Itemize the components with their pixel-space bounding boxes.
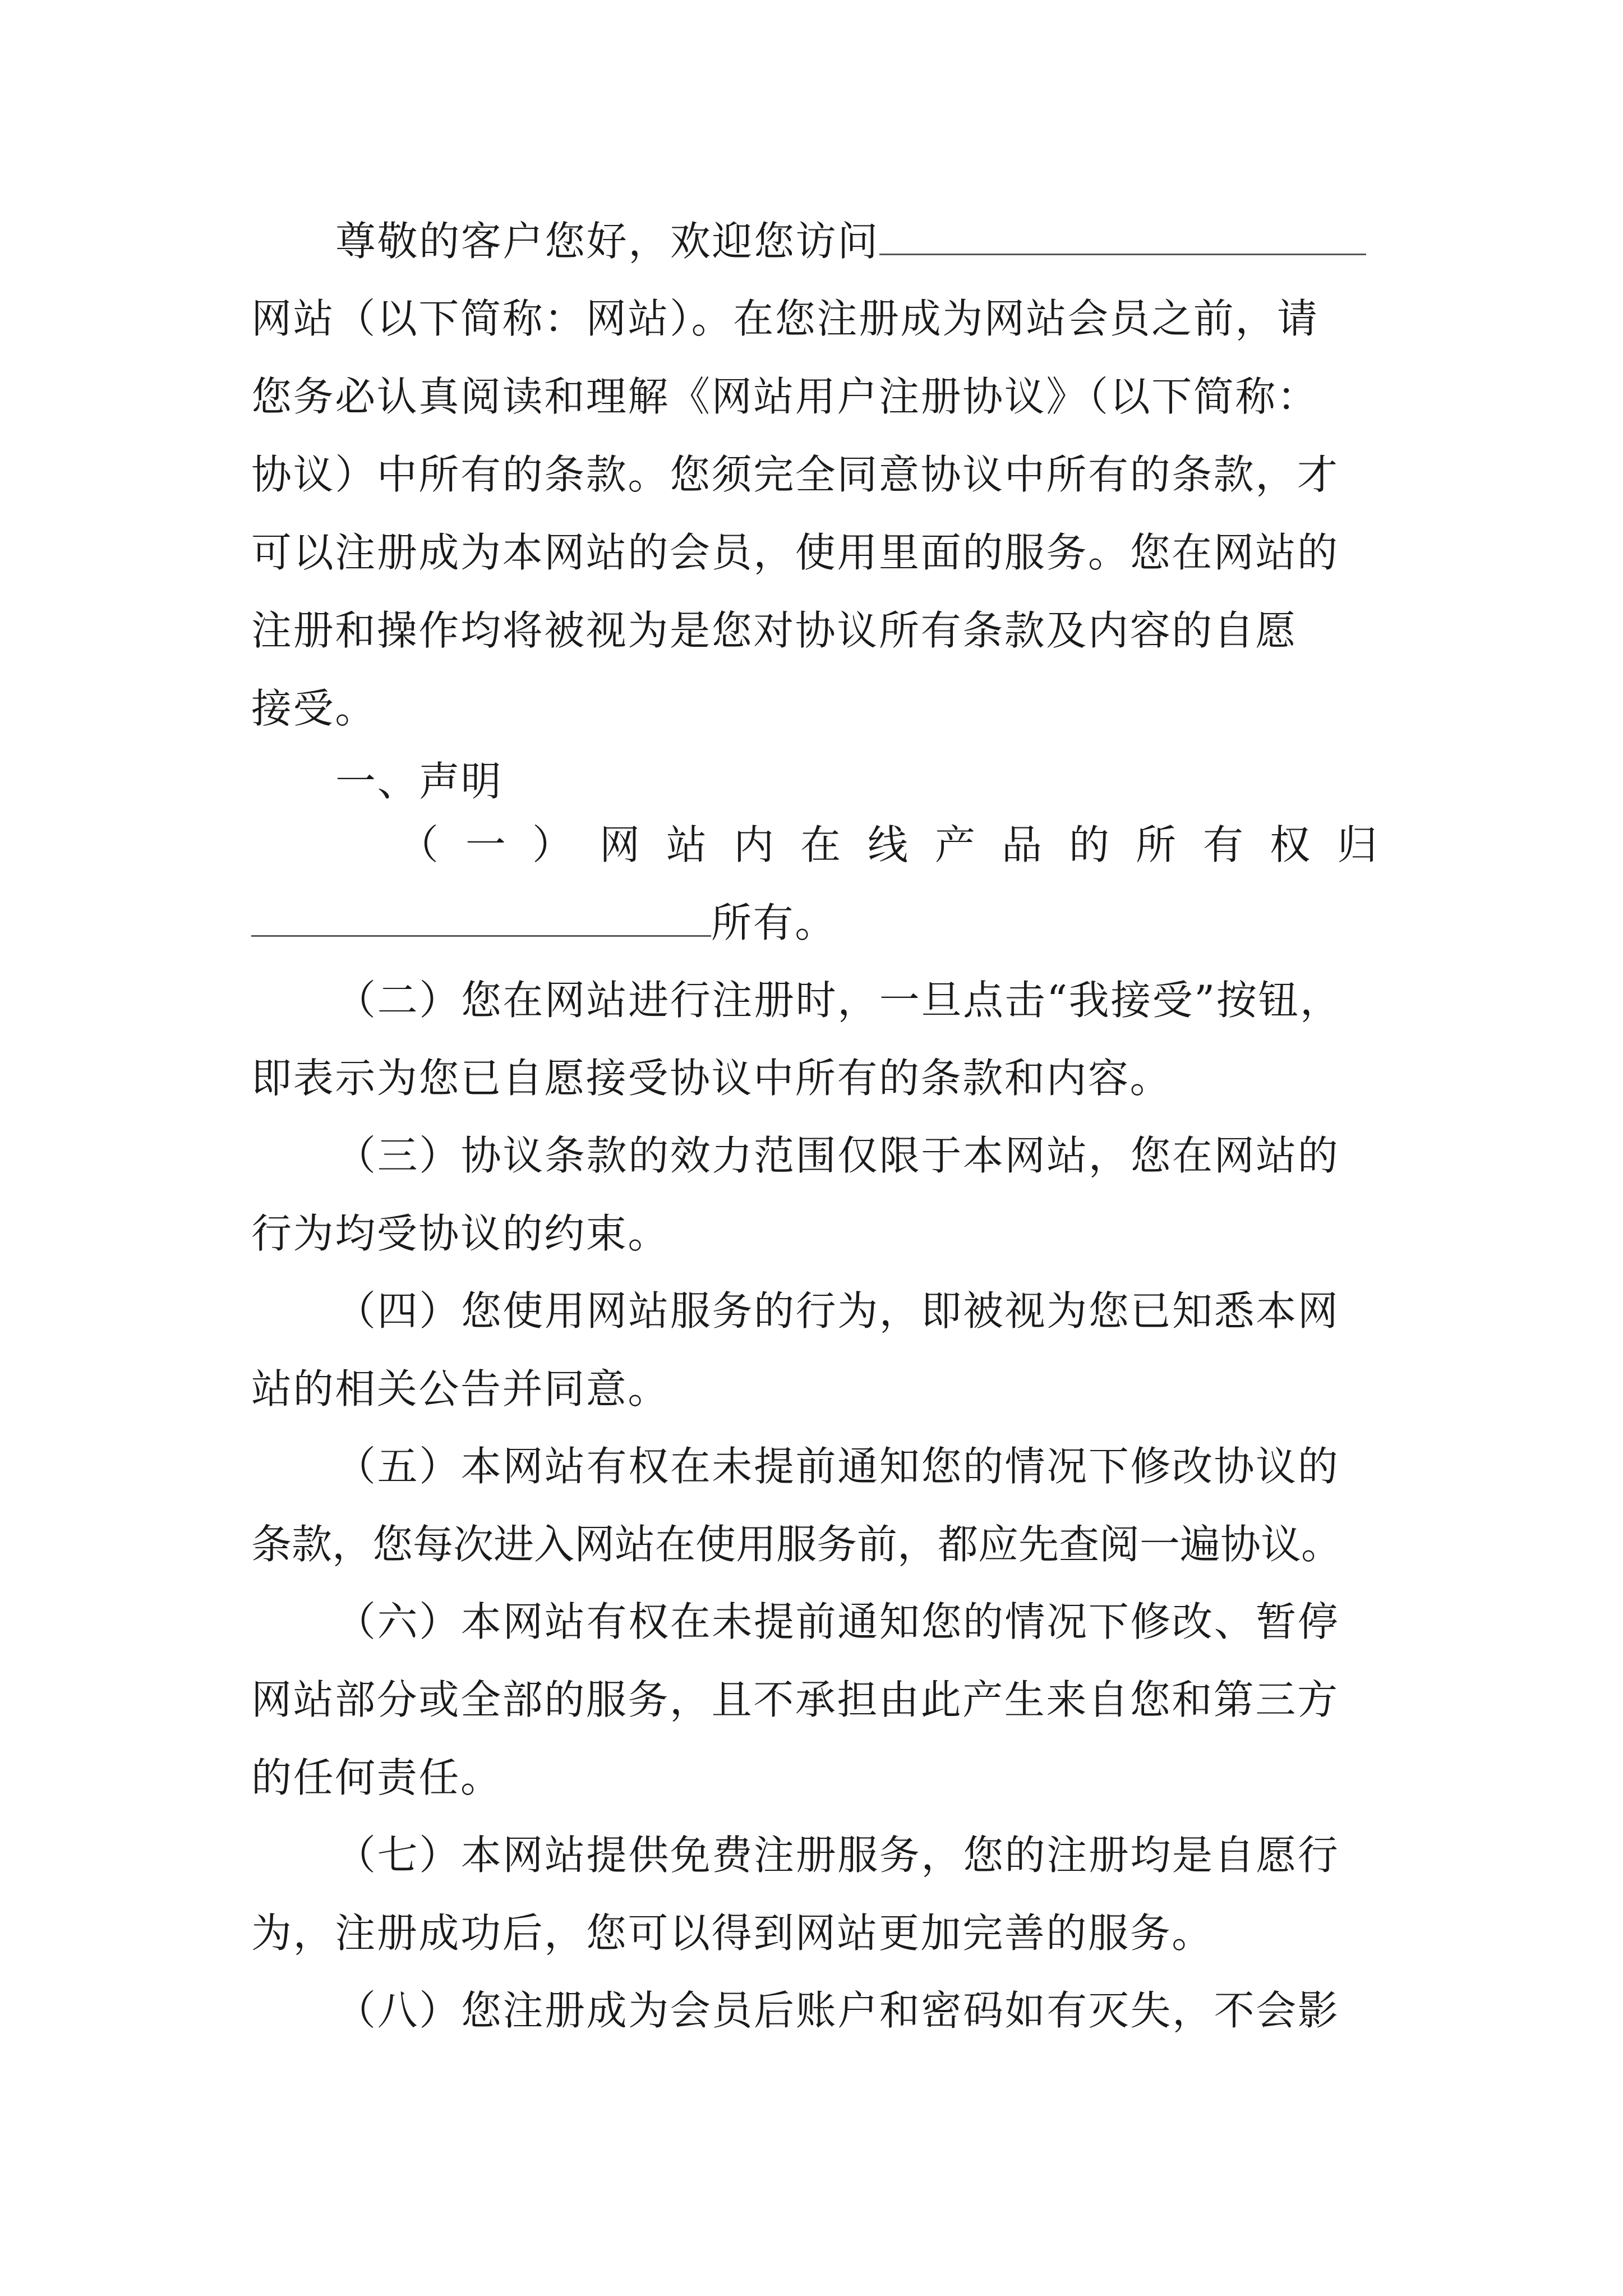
item-1-char: 归: [1337, 821, 1378, 868]
item-3-line-1: （三）协议条款的效力范围仅限于本网站，您在网站的: [335, 1132, 1340, 1179]
item-1-char: 有: [1203, 821, 1244, 868]
intro-line-3: 您务必认真阅读和理解《网站用户注册协议》（以下简称：: [251, 373, 1319, 420]
item-7-line-1: （七）本网站提供免费注册服务，您的注册均是自愿行: [335, 1832, 1340, 1879]
item-6-line-1: （六）本网站有权在未提前通知您的情况下修改、暂停: [335, 1598, 1340, 1645]
intro-line-5: 可以注册成为本网站的会员，使用里面的服务。您在网站的: [251, 529, 1339, 576]
item-1-tail: 所有。: [711, 899, 837, 946]
item-1-char: 在: [800, 821, 841, 868]
item-1-char: ）: [532, 821, 573, 868]
item-6-line-2: 网站部分或全部的服务，且不承担由此产生来自您和第三方: [251, 1676, 1339, 1723]
site-name-blank: [879, 254, 1366, 255]
item-3-line-2: 行为均受协议的约束。: [251, 1210, 670, 1257]
item-2-line-1: （二）您在网站进行注册时，一旦点击“我接受”按钮，: [335, 977, 1342, 1024]
intro-line-2: 网站（以下简称：网站）。在您注册成为网站会员之前，请: [251, 295, 1319, 342]
item-1-char: 的: [1069, 821, 1110, 868]
item-4-line-1: （四）您使用网站服务的行为，即被视为您已知悉本网: [335, 1287, 1340, 1335]
item-5-line-2: 条款，您每次进入网站在使用服务前，都应先查阅一遍协议。: [251, 1521, 1342, 1568]
item-1-char: 所: [1136, 821, 1177, 868]
intro-text: 尊敬的客户您好，欢迎您访问: [335, 218, 879, 265]
item-1-char: 一: [465, 821, 506, 868]
item-1-line-2: [251, 899, 837, 946]
intro-line-4: 协议）中所有的条款。您须完全同意协议中所有的条款，才: [251, 451, 1339, 498]
intro-line-6: 注册和操作均将被视为是您对协议所有条款及内容的自愿: [251, 607, 1298, 654]
item-1-char: 站: [666, 821, 707, 868]
item-1-char: 产: [935, 821, 976, 868]
item-4-line-2: 站的相关公告并同意。: [251, 1365, 670, 1412]
item-7-line-2: 为，注册成功后，您可以得到网站更加完善的服务。: [251, 1910, 1214, 1957]
item-8-line-1: （八）您注册成为会员后账户和密码如有灭失，不会影: [335, 1987, 1340, 2034]
item-1-line-1: [398, 821, 1378, 869]
intro-line-1: [335, 218, 1366, 265]
item-1-char: 线: [868, 821, 909, 868]
item-1-char: （: [398, 821, 439, 868]
item-1-char: 权: [1270, 821, 1311, 868]
item-2-line-2: 即表示为您已自愿接受协议中所有的条款和内容。: [251, 1055, 1172, 1102]
item-1-char: 内: [734, 821, 774, 868]
item-1-char: 网: [600, 821, 640, 868]
item-1-char: 品: [1002, 821, 1043, 868]
item-6-line-3: 的任何责任。: [251, 1754, 502, 1801]
item-5-line-1: （五）本网站有权在未提前通知您的情况下修改协议的: [335, 1443, 1340, 1490]
owner-name-blank: [251, 935, 711, 937]
section-heading: 一、声明: [335, 758, 503, 805]
intro-line-7: 接受。: [251, 685, 377, 732]
